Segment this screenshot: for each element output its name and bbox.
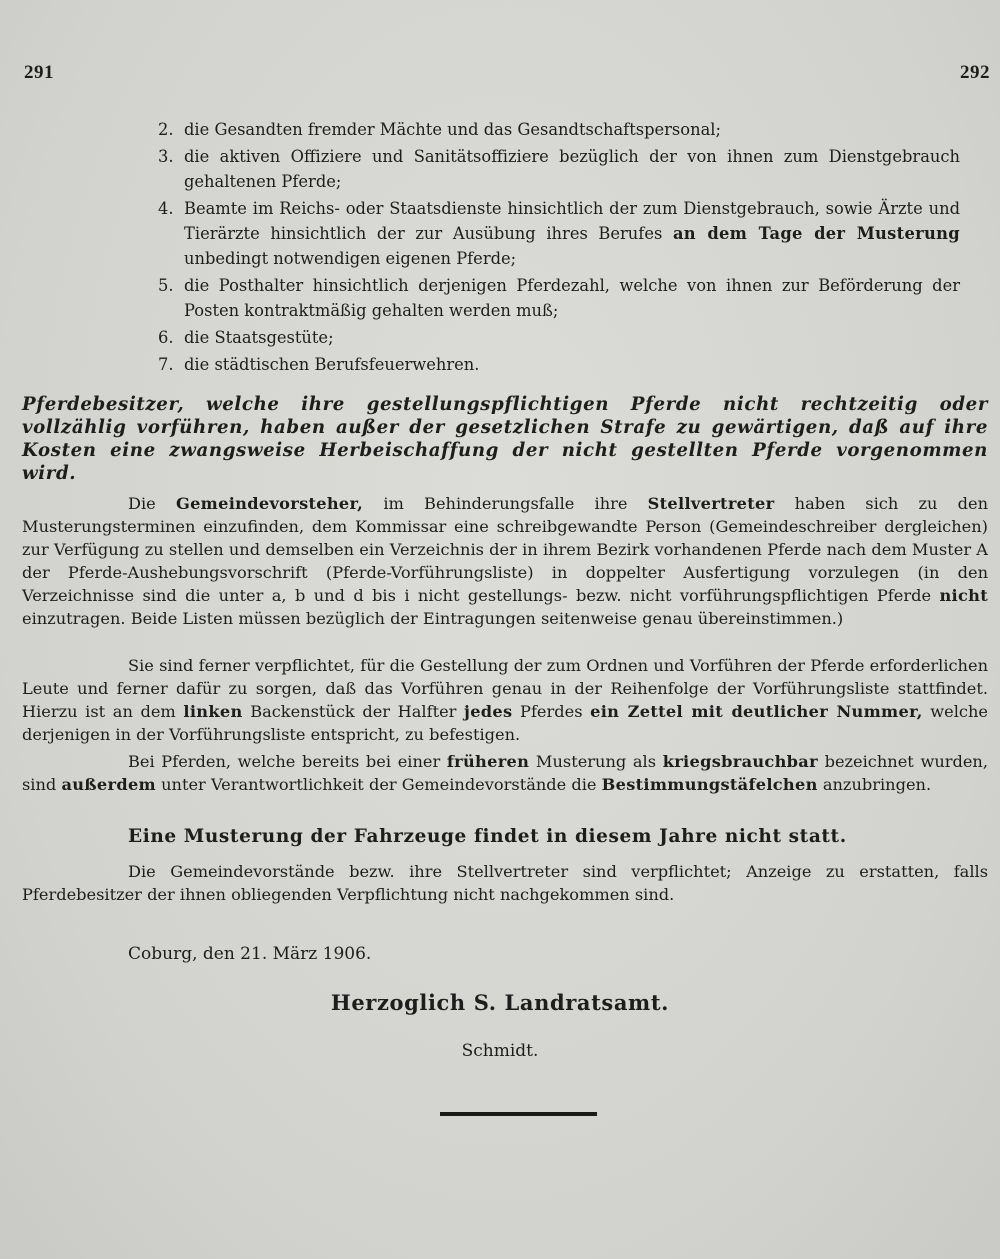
list-item: 5. die Posthalter hinsichtlich derjenigen Pferdezahl, welche von ihnen zur Beförderung der Posten kontraktmäßig gehalten werden muß; <box>158 276 960 320</box>
page-number-right: 292 <box>960 62 990 83</box>
closing-rule <box>440 1112 597 1116</box>
signer-name: Schmidt. <box>461 1041 539 1061</box>
warning-paragraph: Pferdebesitzer, welche ihre gestellungspflichtigen Pferde nicht rechtzeitig oder vollzählig vorführen, haben außer der gesetzlichen Strafe zu gewärtigen, daß auf ihre Kosten eine zwangsweise Herbeischaffung der nicht gestellten Pferde vorgenommen wird. <box>22 394 988 484</box>
exemption-list <box>0 117 1000 379</box>
authority-signature: Herzoglich S. Landratsamt. <box>330 990 670 1015</box>
paragraph-duties: Die Gemeindevorsteher, im Behinderungsfalle ihre Stellvertreter haben sich zu den Musterungsterminen einzufinden, dem Kommissar eine schreibgewandte Person (Gemeindeschreiber dergleichen) zur Verfügung zu stellen und demselben ein Verzeichnis der in ihrem Bezirk vorhandenen Pferde nach dem Muster A der Pferde-Aushebungsvorschrift (Pferde-Vorführungsliste) in doppelter Ausfertigung vorzulegen (in den Verzeichnisse sind die unter a, b und d bis i nicht gestellungs- bezw. nicht vorführungspflichtigen Pferde nicht einzutragen. Beide Listen müssen bezüglich der Eintragungen seitenweise genau übereinstimmen.) <box>22 494 988 628</box>
list-item: 3. die aktiven Offiziere und Sanitätsoffiziere bezüglich der von ihnen zum Dienstgebrauch gehaltenen Pferde; <box>158 147 960 191</box>
list-item: 6. die Staatsgestüte; <box>158 328 334 347</box>
date-line: Coburg, den 21. März 1906. <box>128 944 372 964</box>
list-item: 4. Beamte im Reichs- oder Staatsdienste hinsichtlich der zum Dienstgebrauch, sowie Ärzte und Tierärzte hinsichtlich der zur Ausübung ihres Berufes an dem Tage der Musterung unbedingt notwendigen eigenen Pferde; <box>158 199 960 268</box>
list-item: 2. die Gesandten fremder Mächte und das Gesandtschaftspersonal; <box>158 120 721 139</box>
paragraph-presentation: Sie sind ferner verpflichtet, für die Gestellung der zum Ordnen und Vorführen der Pferde erforderlichen Leute und ferner dafür zu sorgen, daß das Vorführen genau in der Reihenfolge der Vorführungsliste stattfindet. Hierzu ist an dem linken Backenstück der Halfter jedes Pferdes ein Zettel mit deutlicher Nummer, welche derjenigen in der Vorführungsliste entspricht, zu befestigen. <box>22 656 988 744</box>
vehicle-notice: Eine Musterung der Fahrzeuge findet in diesem Jahre nicht statt. <box>128 826 847 847</box>
paragraph-tags: Bei Pferden, welche bereits bei einer früheren Musterung als kriegsbrauchbar bezeichnet wurden, sind außerdem unter Verantwortlichkeit der Gemeindevorstände die Bestimmungstäfelchen anzubringen. <box>22 752 988 794</box>
list-item: 7. die städtischen Berufsfeuerwehren. <box>158 355 480 374</box>
page-number-left: 291 <box>24 62 54 83</box>
paragraph-report: Die Gemeindevorstände bezw. ihre Stellvertreter sind verpflichtet; Anzeige zu erstatten, falls Pferdebesitzer der ihnen obliegenden Verpflichtung nicht nachgekommen sind. <box>22 862 988 904</box>
